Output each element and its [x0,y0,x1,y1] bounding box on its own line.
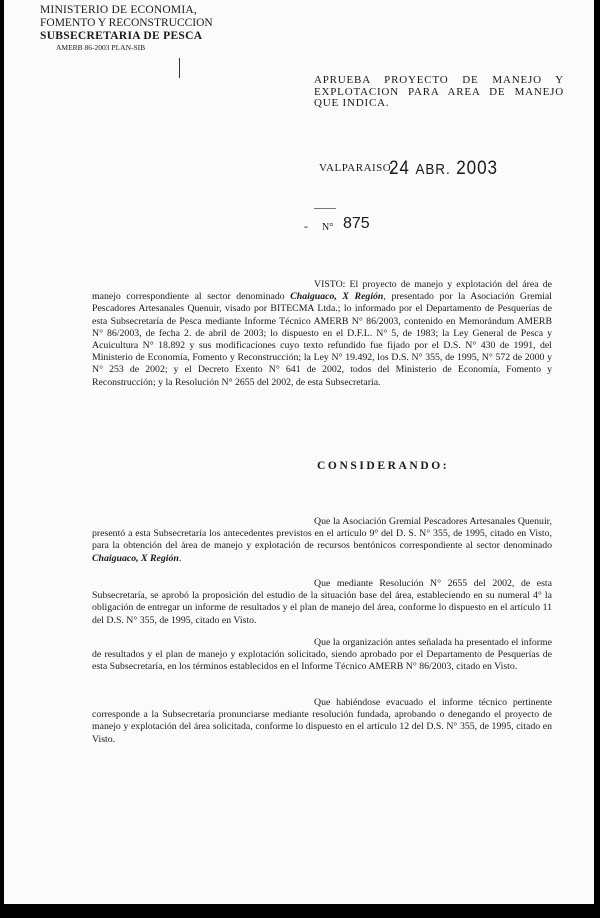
considerando-4-text: Que habiéndose evacuado el informe técnico pertinente corresponde a la Subsecretaría pronunciarse mediante resolución fundada, aprobando o denegando el proyecto de manejo y explotación del área solicitada, conforme lo dispuesto en el artículo 12 del D.S. N° 355, de 1995, citado en Visto. [92,697,552,745]
visto-sector: Chaiguaco, X Región [290,291,384,303]
visto-text-a: VISTO: El proyecto de manejo y explotación del área de manejo correspondiente al sector denominado [92,279,552,303]
letterhead-subsecretaria: SUBSECRETARIA DE PESCA [40,30,203,42]
letterhead [40,4,213,53]
visto-paragraph [92,279,552,389]
considerando-1 [92,516,552,565]
document-page [4,0,594,904]
resolution-number: 875 [343,215,370,232]
document-subject: APRUEBA PROYECTO DE MANEJO Y EXPLOTACION PARA AREA DE MANEJO QUE INDICA. [314,74,564,109]
number-label: N° [322,222,334,233]
visto-text-b: , presentado por la Asociación Gremial Pescadores Artesanales Quenuir, visado por BITECMA Ltda.; lo informado por el Departamento de Pesquerías de esta Subsecretaría de Pesca mediante Informe Técnico AMERB N° 86/2003, contenido en Memorándum AMERB N° 86/2003, de fecha 2. de abril de 2003; lo dispuesto en el D.F.L. N° 5, de 1983; la Ley General de Pesca y Acuicultura N° 18.892 y sus modificaciones cuyo texto refundido fue fijado por el D.S. N° 430 de 1991, del Ministerio de Economía, Fomento y Reconstrucción; la Ley N° 19.492, los D.S. N° 355, de 1995, N° 572 de 2000 y N° 253 de 2002; y el Decreto Exento N° 641 de 2002, todos del Ministerio de Economía, Fomento y Reconstrucción; y la Resolución N° 2655 del 2002, de esta Subsecretaría. [92,291,553,388]
date-month: ABR. [415,161,451,178]
considerando-4 [92,697,552,746]
letterhead-ministry: MINISTERIO DE ECONOMIA, [40,4,197,16]
considerando-1-end: . [178,552,182,564]
number-dash: - [304,219,308,233]
date-year: 2003 [456,158,498,179]
date-stamp [389,158,498,180]
date-day: 24 [389,158,410,179]
considerando-3-text: Que la organización antes señalada ha presentado el informe de resultados y el plan de manejo y explotación solicitado, siendo aprobado por el Departamento de Pesquerías de esta Subsecretaría, en los términos establecidos en el Informe Técnico AMERB N° 86/2003, citado en Visto. [92,637,552,673]
considerando-1-sector: Chaiguaco, X Región [92,552,179,564]
considerando-1-text: Que la Asociación Gremial Pescadores Artesanales Quenuir, presentó a esta Subsecretaría los antecedentes previstos en el artículo 9° del D. S. N° 355, de 1995, citado en Visto, para la obtención del área de manejo y explotación de recursos bentónicos correspondiente al sector denominado [92,516,552,552]
number-overline [314,208,336,209]
considerando-3 [92,637,552,674]
considerando-2-text: Que mediante Resolución N° 2655 del 2002, de esta Subsecretaría, se aprobó la proposición del estudio de la situación base del área, estableciendo en su numeral 4° la obligación de entregar un informe de resultados y el plan de manejo del área, conforme lo dispuesto en el artículo 11 del D.S. N° 355, de 1995, citado en Visto. [92,578,552,626]
considerando-heading: CONSIDERANDO: [317,460,450,472]
considerando-2 [92,578,552,627]
pen-mark [179,58,180,78]
letterhead-reference: AMERB 86-2003 PLAN-SIB [56,43,146,52]
letterhead-ministry-2: FOMENTO Y RECONSTRUCCION [40,17,213,29]
place-label: VALPARAISO, [319,162,395,174]
